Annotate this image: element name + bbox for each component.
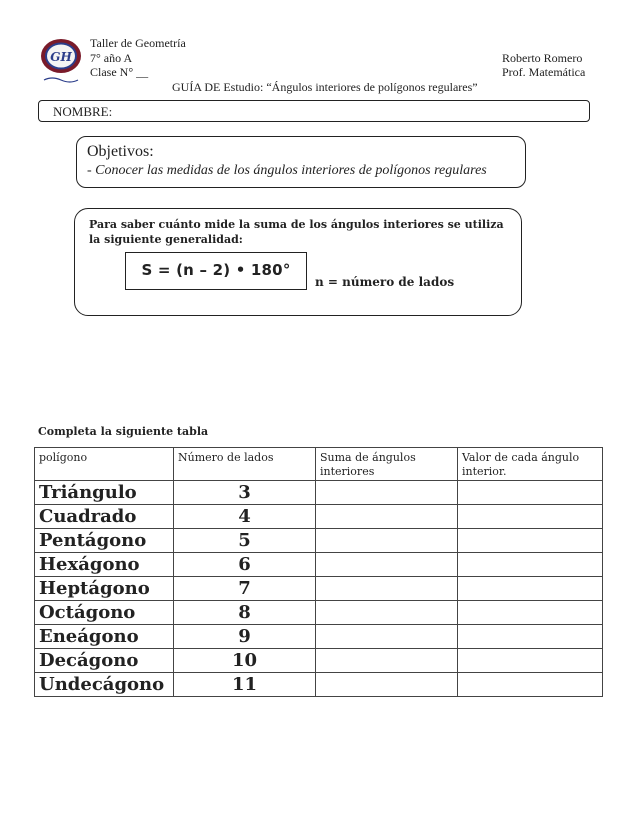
table-row — [35, 577, 603, 601]
sides-count: 6 — [174, 553, 316, 577]
name-label: NOMBRE: — [53, 104, 113, 119]
table-row — [35, 649, 603, 673]
angle-sum-cell[interactable] — [316, 601, 458, 625]
angle-sum-cell[interactable] — [316, 481, 458, 505]
table-row — [35, 505, 603, 529]
sides-count: 9 — [174, 625, 316, 649]
formula-intro: Para saber cuánto mide la suma de los ángulos interiores se utiliza la siguiente generalidad: — [89, 218, 504, 246]
table-row — [35, 553, 603, 577]
polygon-name: Pentágono — [35, 529, 174, 553]
angle-value-cell[interactable] — [458, 673, 603, 697]
sides-count: 8 — [174, 601, 316, 625]
sides-count: 3 — [174, 481, 316, 505]
sides-count: 5 — [174, 529, 316, 553]
school-crest-icon — [38, 36, 84, 86]
angle-sum-cell[interactable] — [316, 553, 458, 577]
sides-count: 7 — [174, 577, 316, 601]
workshop-title: Taller de Geometría — [90, 36, 186, 50]
angle-sum-cell[interactable] — [316, 529, 458, 553]
svg-text:GH: GH — [50, 50, 72, 64]
sides-count: 11 — [174, 673, 316, 697]
column-header-sides: Número de lados — [174, 448, 316, 481]
polygon-name: Undecágono — [35, 673, 174, 697]
formula-frame — [125, 252, 307, 290]
name-field[interactable] — [38, 100, 590, 122]
table-row — [35, 625, 603, 649]
angle-sum-cell[interactable] — [316, 577, 458, 601]
polygon-name: Cuadrado — [35, 505, 174, 529]
angle-sum-cell[interactable] — [316, 505, 458, 529]
polygon-name: Hexágono — [35, 553, 174, 577]
teacher-name: Roberto Romero — [502, 51, 583, 65]
angle-value-cell[interactable] — [458, 577, 603, 601]
angle-value-cell[interactable] — [458, 481, 603, 505]
column-header-angle-value: Valor de cada ángulo interior. — [458, 448, 603, 481]
sides-count: 10 — [174, 649, 316, 673]
table-row — [35, 529, 603, 553]
polygon-name: Decágono — [35, 649, 174, 673]
table-row — [35, 481, 603, 505]
table-row — [35, 673, 603, 697]
objectives-title: Objetivos: — [87, 143, 154, 160]
teacher-role: Prof. Matemática — [502, 65, 586, 79]
angle-value-cell[interactable] — [458, 601, 603, 625]
polygon-name: Eneágono — [35, 625, 174, 649]
angle-sum-cell[interactable] — [316, 673, 458, 697]
polygon-table — [34, 447, 603, 697]
sides-count: 4 — [174, 505, 316, 529]
angle-sum-cell[interactable] — [316, 625, 458, 649]
polygon-name: Triángulo — [35, 481, 174, 505]
angle-value-cell[interactable] — [458, 505, 603, 529]
class-number: Clase N° __ — [90, 65, 149, 79]
polygon-name: Octágono — [35, 601, 174, 625]
guide-title: GUÍA DE Estudio: “Ángulos interiores de polígonos regulares” — [172, 80, 478, 94]
formula-note: n = número de lados — [315, 275, 455, 289]
grade-label: 7° año A — [90, 51, 133, 65]
angle-value-cell[interactable] — [458, 553, 603, 577]
table-row — [35, 601, 603, 625]
objectives-text: - Conocer las medidas de los ángulos interiores de polígonos regulares — [87, 163, 487, 178]
polygon-name: Heptágono — [35, 577, 174, 601]
formula-expression: S = (n – 2) • 180° — [141, 261, 291, 279]
objectives-box — [76, 136, 526, 188]
column-header-angle-sum: Suma de ángulos interiores — [316, 448, 458, 481]
formula-box — [74, 208, 522, 316]
table-title: Completa la siguiente tabla — [38, 425, 209, 438]
angle-sum-cell[interactable] — [316, 649, 458, 673]
angle-value-cell[interactable] — [458, 529, 603, 553]
column-header-polygon: polígono — [35, 448, 174, 481]
angle-value-cell[interactable] — [458, 625, 603, 649]
angle-value-cell[interactable] — [458, 649, 603, 673]
